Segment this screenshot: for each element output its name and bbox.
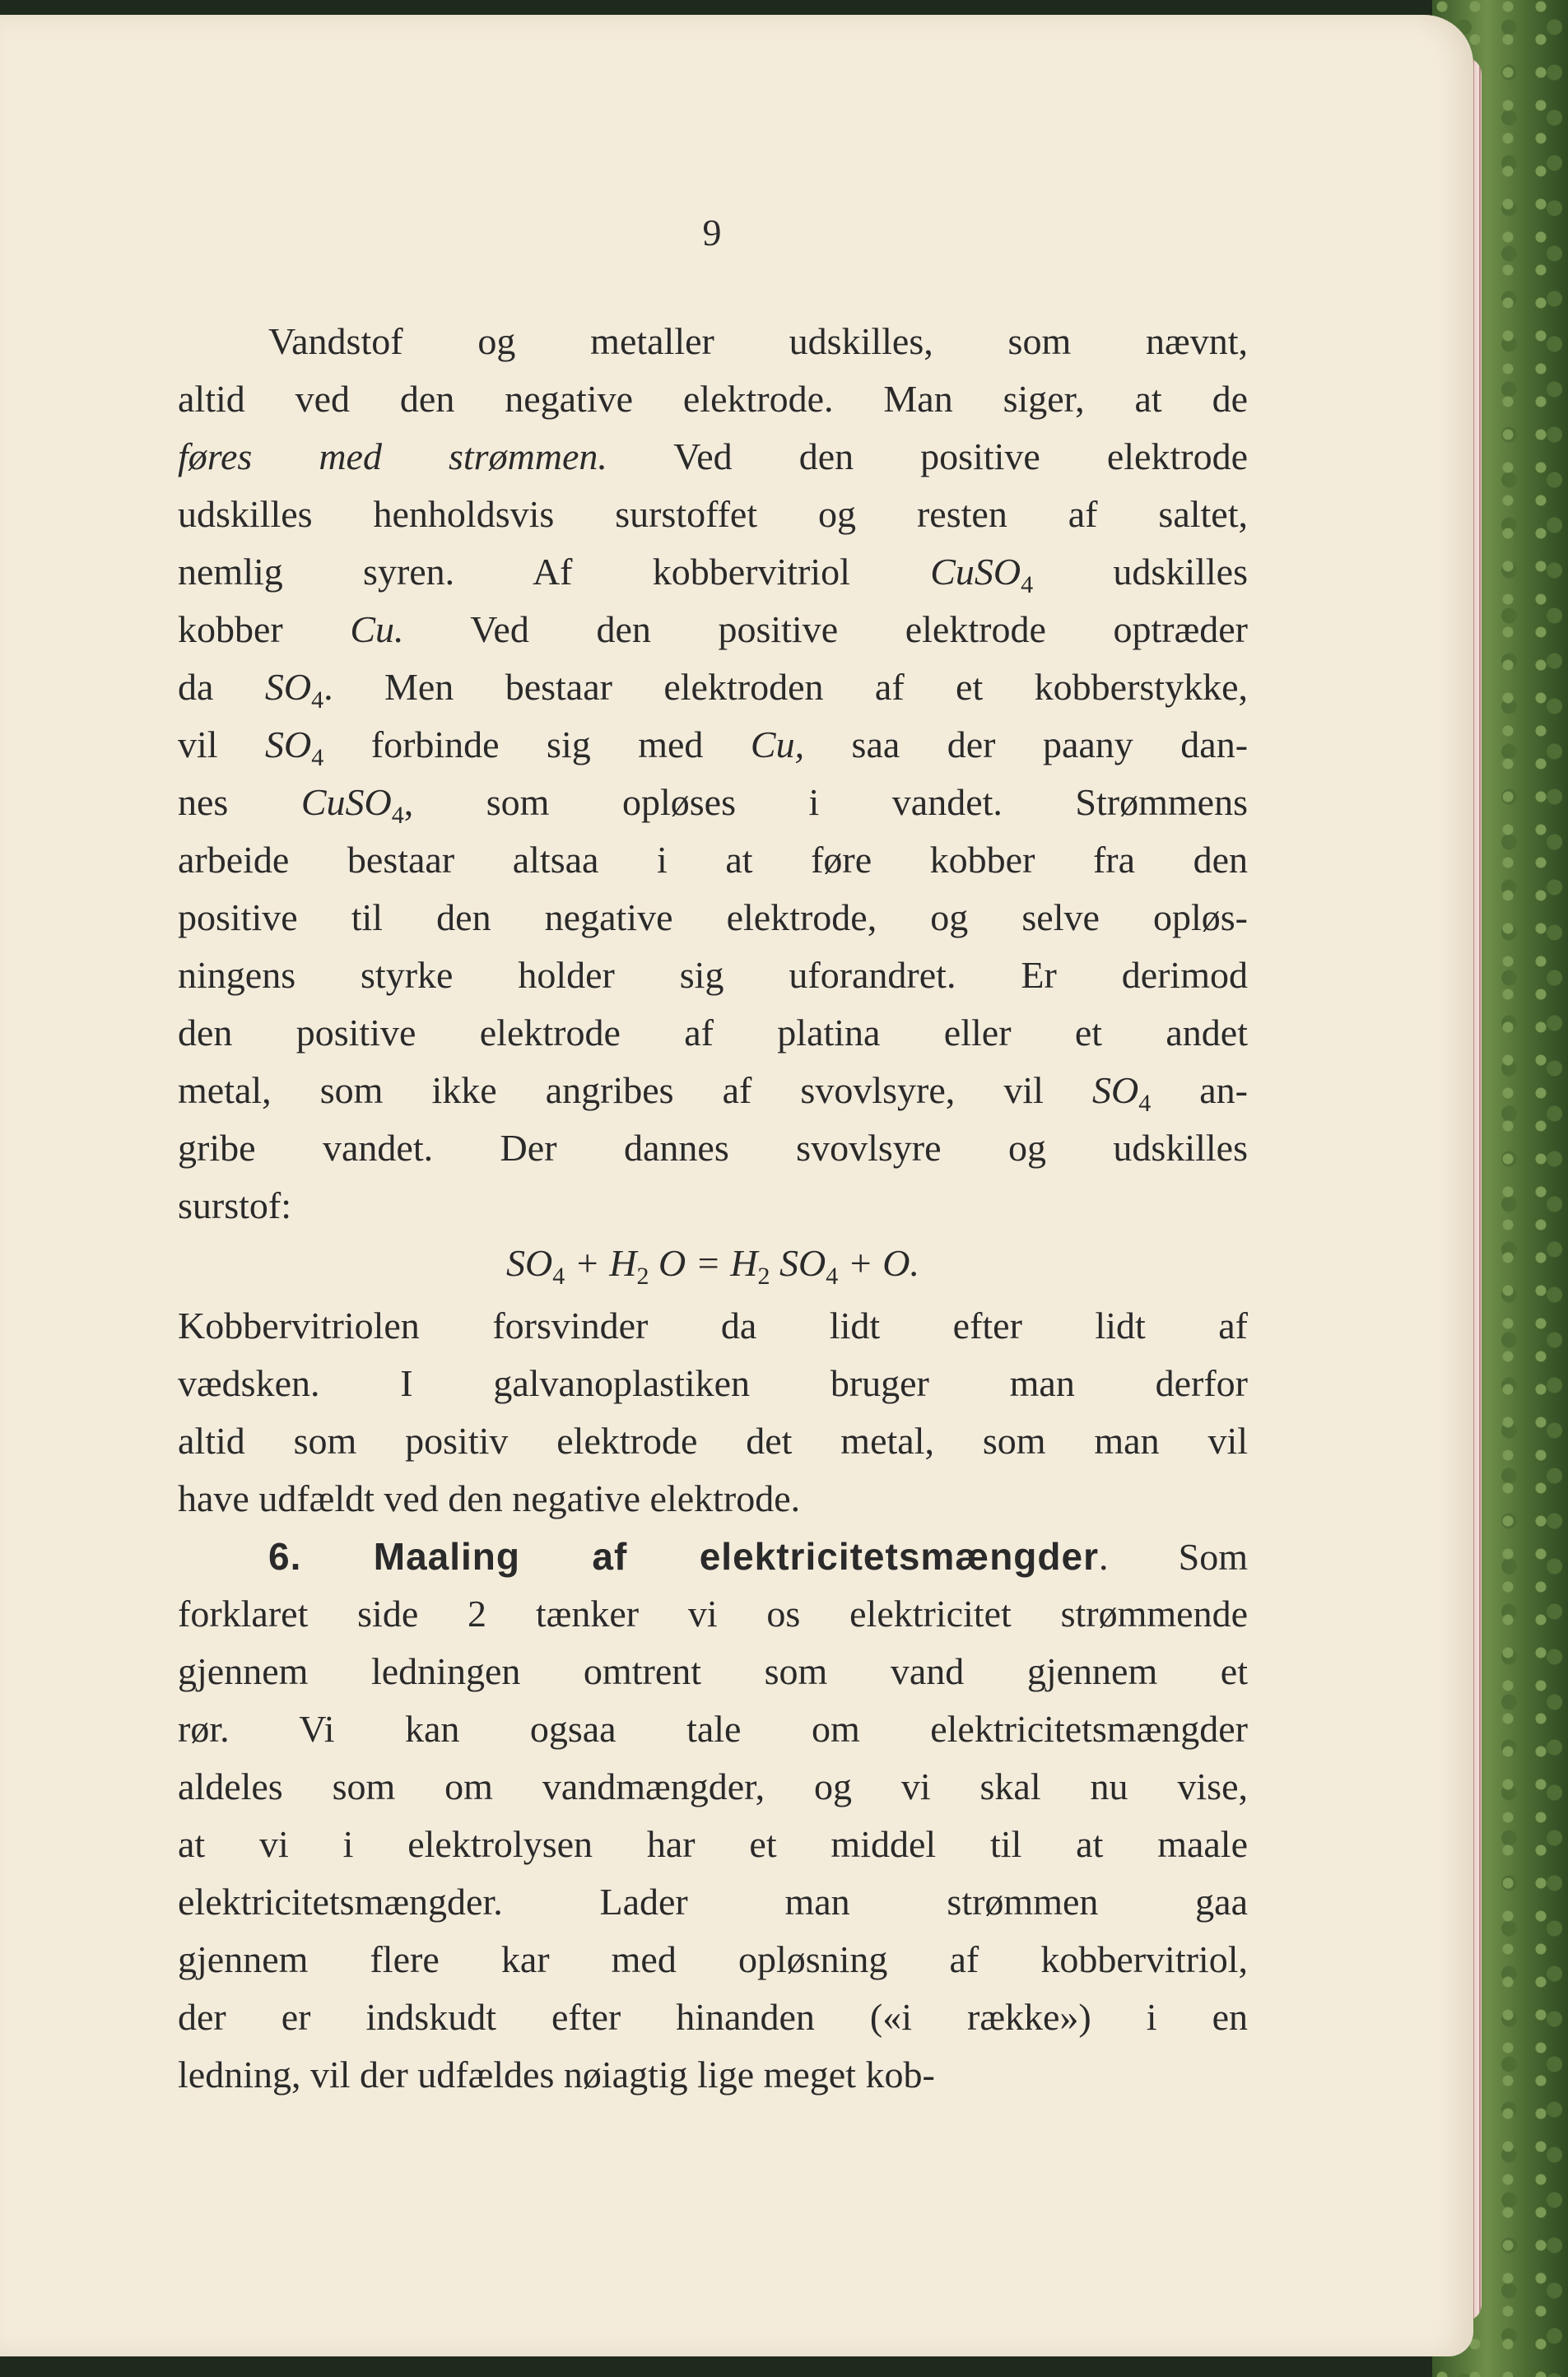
text-line: surstof: — [178, 1184, 291, 1226]
text-run: SO — [265, 723, 312, 765]
text-line: vædsken. I galvanoplastiken bruger man derfor — [178, 1362, 1248, 1404]
page-number: 9 — [702, 212, 722, 254]
equation-part: SO — [770, 1242, 826, 1284]
text-line — [178, 1062, 1248, 1119]
text-line: aldeles som om vandmængder, og vi skal nu vise, — [178, 1765, 1248, 1807]
text-run: CuSO — [930, 551, 1021, 593]
text-run: SO — [264, 666, 312, 708]
equation-part: 2 — [757, 1263, 770, 1291]
section-heading: 6. Maaling af elektricitetsmængder — [268, 1535, 1099, 1578]
text-run: vil — [178, 723, 266, 765]
text-line — [178, 658, 1248, 716]
text-line: ledning, vil der udfældes nøiagtig lige meget kob- — [178, 2054, 935, 2096]
text-run: , som opløses i vandet. Strømmens — [403, 781, 1248, 823]
text-line — [178, 601, 1248, 658]
text-run: 4 — [311, 744, 324, 772]
text-line: gribe vandet. Der dannes svovlsyre og udskilles — [178, 1127, 1248, 1169]
equation-part: + — [565, 1242, 610, 1284]
text-run: kobber — [178, 608, 351, 650]
text-line: Kobbervitriolen forsvinder da lidt efter lidt af — [178, 1305, 1248, 1347]
text-line: positive til den negative elektrode, og selve opløs- — [178, 896, 1248, 938]
text-line — [178, 543, 1248, 601]
text-run: 4 — [1021, 571, 1034, 599]
equation-part: O = — [649, 1242, 731, 1284]
text-run: Ved den positive elektrode optræder — [403, 608, 1248, 650]
equation-part: H — [609, 1242, 637, 1284]
text-line: der er indskudt efter hinanden («i række») i en — [178, 1996, 1248, 2038]
text-run: Cu. — [350, 608, 404, 650]
text-line — [178, 428, 1248, 486]
book-page — [0, 15, 1473, 2356]
equation-part: 4 — [826, 1263, 839, 1291]
text-line — [178, 774, 1248, 831]
text-run: da — [178, 666, 265, 708]
text-run: saa der paany dan- — [804, 723, 1249, 765]
equation-part: + O. — [838, 1242, 919, 1284]
text-line — [178, 716, 1248, 774]
text-line: rør. Vi kan ogsaa tale om elektricitetsmængder — [178, 1708, 1248, 1750]
text-line: at vi i elektrolysen har et middel til at maale — [178, 1823, 1248, 1865]
text-line: udskilles henholdsvis surstoffet og resten af saltet, — [178, 493, 1248, 535]
text-run: forbinde sig med — [323, 723, 751, 765]
text-run: an- — [1151, 1069, 1248, 1111]
equation-part: H — [730, 1242, 758, 1284]
text-line: elektricitetsmængder. Lader man strømmen gaa — [178, 1881, 1248, 1923]
text-run: Cu, — [750, 723, 805, 765]
text-line: forklaret side 2 tænker vi os elektricitet strømmende — [178, 1593, 1248, 1635]
text-line: arbeide bestaar altsaa i at føre kobber fra den — [178, 839, 1248, 881]
equation-part: SO — [505, 1242, 553, 1284]
text-run: 4 — [311, 686, 324, 714]
text-run: 4 — [1138, 1090, 1152, 1118]
text-line: altid ved den negative elektrode. Man siger, at de — [178, 378, 1248, 420]
equation-part: 2 — [636, 1263, 649, 1291]
text-run: nemlig syren. Af kobbervitriol — [178, 551, 931, 593]
text-run: . Som — [1099, 1536, 1248, 1578]
text-line: gjennem flere kar med opløsning af kobbervitriol, — [178, 1938, 1248, 1980]
text-run: . Men bestaar elektroden af et kobberstykke, — [323, 666, 1248, 708]
text-line: have udfældt ved den negative elektrode. — [178, 1477, 801, 1519]
text-line — [178, 1528, 1248, 1585]
text-run: Ved den positive elektrode — [607, 435, 1248, 477]
equation-part: 4 — [552, 1263, 565, 1291]
text-run: SO — [1091, 1069, 1139, 1111]
text-run: CuSO — [300, 781, 392, 823]
text-run: nes — [178, 781, 301, 823]
text-run: udskilles — [1033, 551, 1248, 593]
text-line: gjennem ledningen omtrent som vand gjennem et — [178, 1650, 1248, 1692]
text-line: Vandstof og metaller udskilles, som nævnt, — [268, 320, 1248, 362]
text-run: metal, som ikke angribes af svovlsyre, vil — [178, 1069, 1092, 1111]
text-run: føres med strømmen. — [178, 435, 607, 477]
text-run: 4 — [391, 802, 404, 830]
text-line: altid som positiv elektrode det metal, som man vil — [178, 1420, 1248, 1462]
text-line: ningens styrke holder sig uforandret. Er derimod — [178, 954, 1248, 996]
text-line: den positive elektrode af platina eller et andet — [178, 1012, 1248, 1054]
text-line — [178, 1235, 1248, 1292]
